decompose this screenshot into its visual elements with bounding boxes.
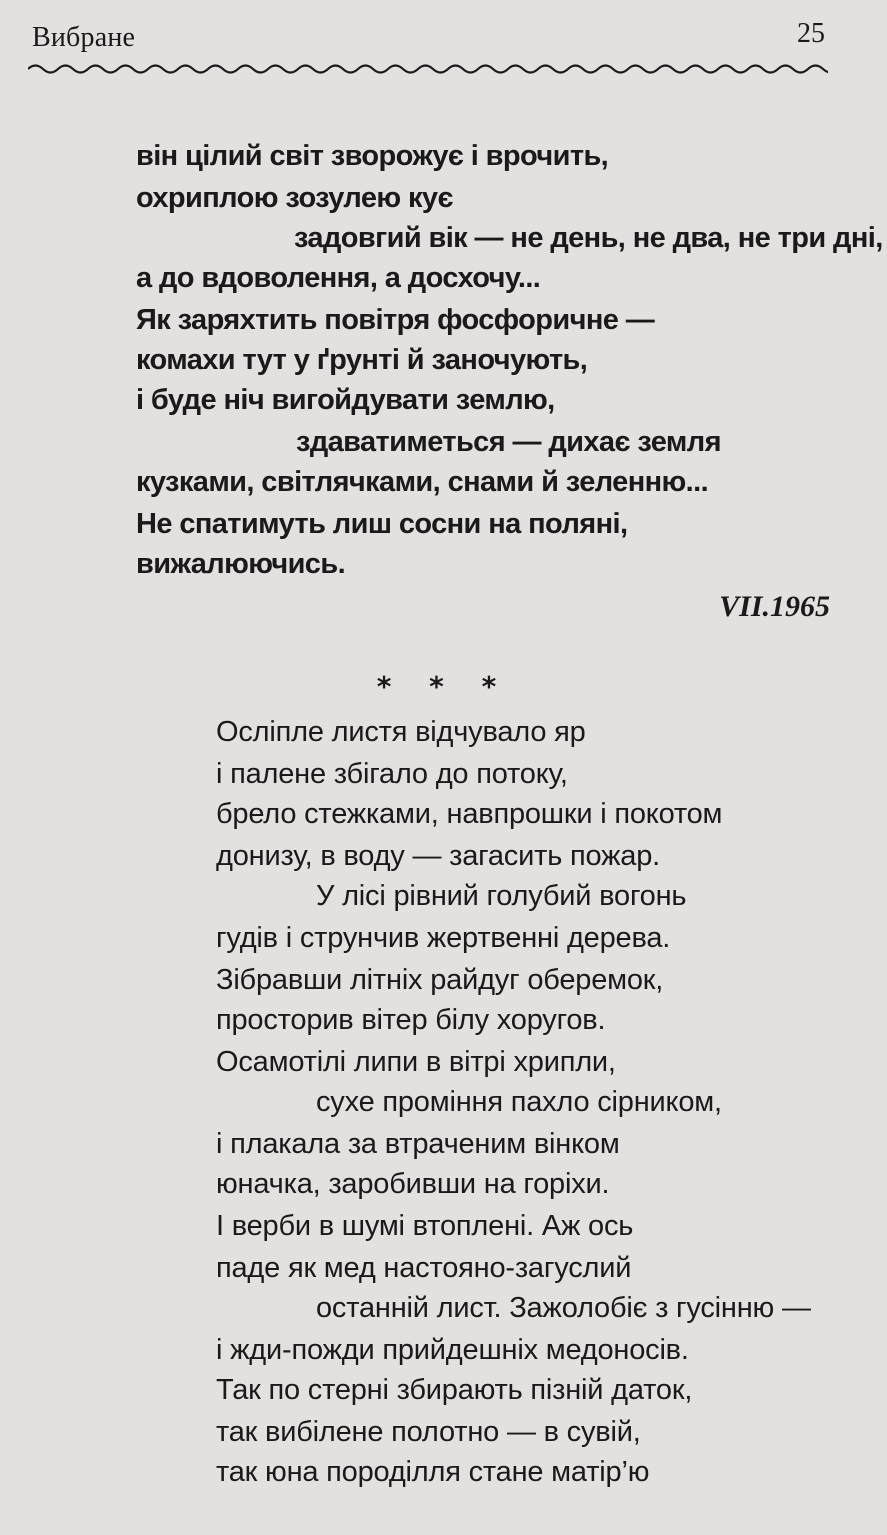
- poem-line: сухе проміння пахло сірником,: [316, 1086, 722, 1118]
- wavy-rule: [28, 58, 828, 80]
- poem-line: юначка, заробивши на горіхи.: [216, 1168, 610, 1200]
- poem-line: Зібравши літніх райдуг оберемок,: [216, 964, 664, 996]
- poem-line: а до вдоволення, а досхочу...: [136, 262, 541, 294]
- poem-line: донизу, в воду — загасить пожар.: [216, 840, 660, 872]
- running-title: Вибране: [32, 22, 136, 53]
- poem-line: Так по стерні збирають пізній даток,: [216, 1374, 693, 1406]
- poem-line: так юна породілля стане матір’ю: [216, 1456, 650, 1488]
- poem-line: Осліпле листя відчувало яр: [216, 716, 586, 748]
- poem-line: і плакала за втраченим вінком: [216, 1128, 620, 1160]
- poem-line: просторив вітер білу хоругов.: [216, 1004, 606, 1036]
- page-number: 25: [797, 18, 825, 49]
- poem-line: останній лист. Зажолобіє з гусінню —: [316, 1292, 811, 1324]
- poem-date: VII.1965: [719, 590, 830, 623]
- poem-line: і палене збігало до потоку,: [216, 758, 568, 790]
- poem-line: брело стежками, навпрошки і покотом: [216, 798, 723, 830]
- poem-line: І верби в шумі втоплені. Аж ось: [216, 1210, 634, 1242]
- poem-line: Як заряхтить повітря фосфоричне —: [136, 304, 655, 336]
- poem-line: здаватиметься — дихає земля: [296, 426, 721, 458]
- section-separator: * * *: [376, 670, 511, 703]
- poem-line: і буде ніч вигойдувати землю,: [136, 384, 555, 416]
- poem-line: паде як мед настояно-загуслий: [216, 1252, 632, 1284]
- poem-line: гудів і струнчив жертвенні дерева.: [216, 922, 671, 954]
- poem-line: Осамотілі липи в вітрі хрипли,: [216, 1046, 616, 1078]
- poem-line: У лісі рівний голубий вогонь: [316, 880, 687, 912]
- poem-line: кузками, світлячками, снами й зеленню...: [136, 466, 709, 498]
- poem-line: і жди-пожди прийдешніх медоносів.: [216, 1334, 689, 1366]
- poem-line: комахи тут у ґрунті й заночують,: [136, 344, 588, 376]
- poem-line: охриплою зозулею кує: [136, 182, 453, 214]
- poem-line: Не спатимуть лиш сосни на поляні,: [136, 508, 628, 540]
- poem-line: вижалюючись.: [136, 548, 346, 580]
- poem-line: так вибілене полотно — в сувій,: [216, 1416, 641, 1448]
- poem-line: задовгий вік — не день, не два, не три дні,: [294, 222, 883, 254]
- poem-line: він цілий світ зворожує і врочить,: [136, 140, 609, 172]
